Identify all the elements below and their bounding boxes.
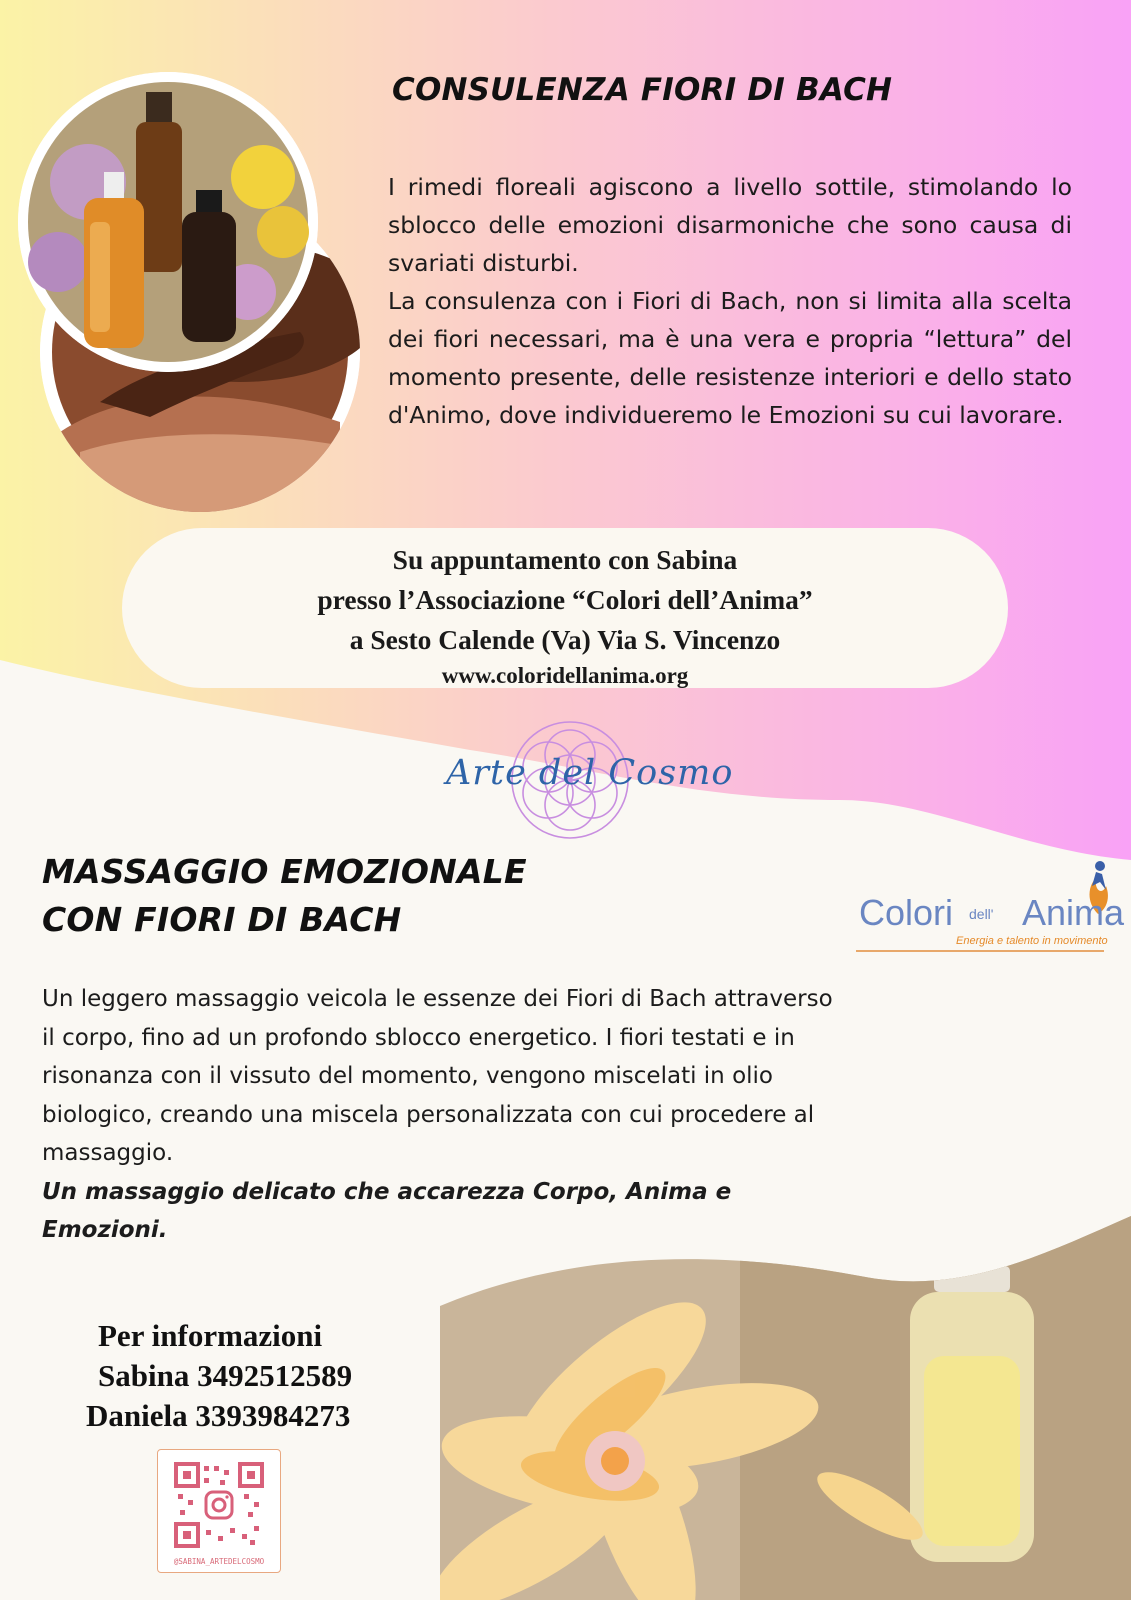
consulenza-description <box>388 168 1072 434</box>
instagram-handle: @SABINA_ARTEDELCOSMO <box>173 1557 265 1566</box>
flower-and-bottle-photo <box>440 1216 1131 1600</box>
massaggio-title-line-2: CON FIORI DI BACH <box>42 900 402 939</box>
massaggio-emphasis: Un massaggio delicato che accarezza Corpo, Anima e Emozioni. <box>42 1178 732 1243</box>
massaggio-description <box>42 980 852 1250</box>
logo-word-anima: Anima <box>1022 892 1125 933</box>
logo-tagline: Energia e talento in movimento <box>956 935 1108 947</box>
logo-underline <box>856 950 1104 952</box>
consulenza-paragraph-1: I rimedi floreali agiscono a livello sottile, stimolando lo sblocco delle emozioni disarmoniche che sono causa di svariati disturbi. <box>388 173 1072 277</box>
contact-daniela[interactable]: Daniela 3393984273 <box>86 1398 351 1433</box>
colori-dell-anima-logo <box>856 856 1125 956</box>
contact-info <box>86 1316 352 1436</box>
appointment-box <box>122 528 1008 688</box>
logo-word-dell: dell' <box>969 906 994 922</box>
website-link[interactable]: www.coloridellanima.org <box>441 663 689 688</box>
appointment-line-2: presso l’Associazione “Colori dell’Anima” <box>317 584 813 615</box>
appointment-line-1: Su appuntamento con Sabina <box>392 544 738 575</box>
instagram-qr-code[interactable] <box>157 1449 281 1573</box>
qr-code-icon <box>158 1450 280 1555</box>
contact-sabina[interactable]: Sabina 3492512589 <box>98 1358 353 1393</box>
appointment-line-3: a Sesto Calende (Va) Via S. Vincenzo <box>349 624 781 655</box>
contact-heading: Per informazioni <box>98 1318 323 1353</box>
essential-oils-photo <box>18 72 318 372</box>
arte-del-cosmo-logo <box>438 715 734 845</box>
massaggio-title-line-1: MASSAGGIO EMOZIONALE <box>42 852 527 891</box>
logo-word-colori: Colori <box>859 892 954 933</box>
arte-del-cosmo-text: Arte del Cosmo <box>446 753 734 793</box>
massaggio-paragraph: Un leggero massaggio veicola le essenze dei Fiori di Bach attraverso il corpo, fino ad un profondo sblocco energetico. I fiori testati e in risonanza con il vissuto del momento, vengono miscelati in olio biologico, creando una miscela personalizzata con cui procedere al massaggio. <box>42 986 833 1166</box>
consulenza-title: CONSULENZA FIORI DI BACH <box>392 72 893 108</box>
consulenza-paragraph-2: La consulenza con i Fiori di Bach, non si limita alla scelta dei fiori necessari, ma è una vera e propria “lettura” del momento presente, delle resistenze interiori e dello stato d'Animo, dove individueremo le Emozioni su cui lavorare. <box>388 287 1072 429</box>
